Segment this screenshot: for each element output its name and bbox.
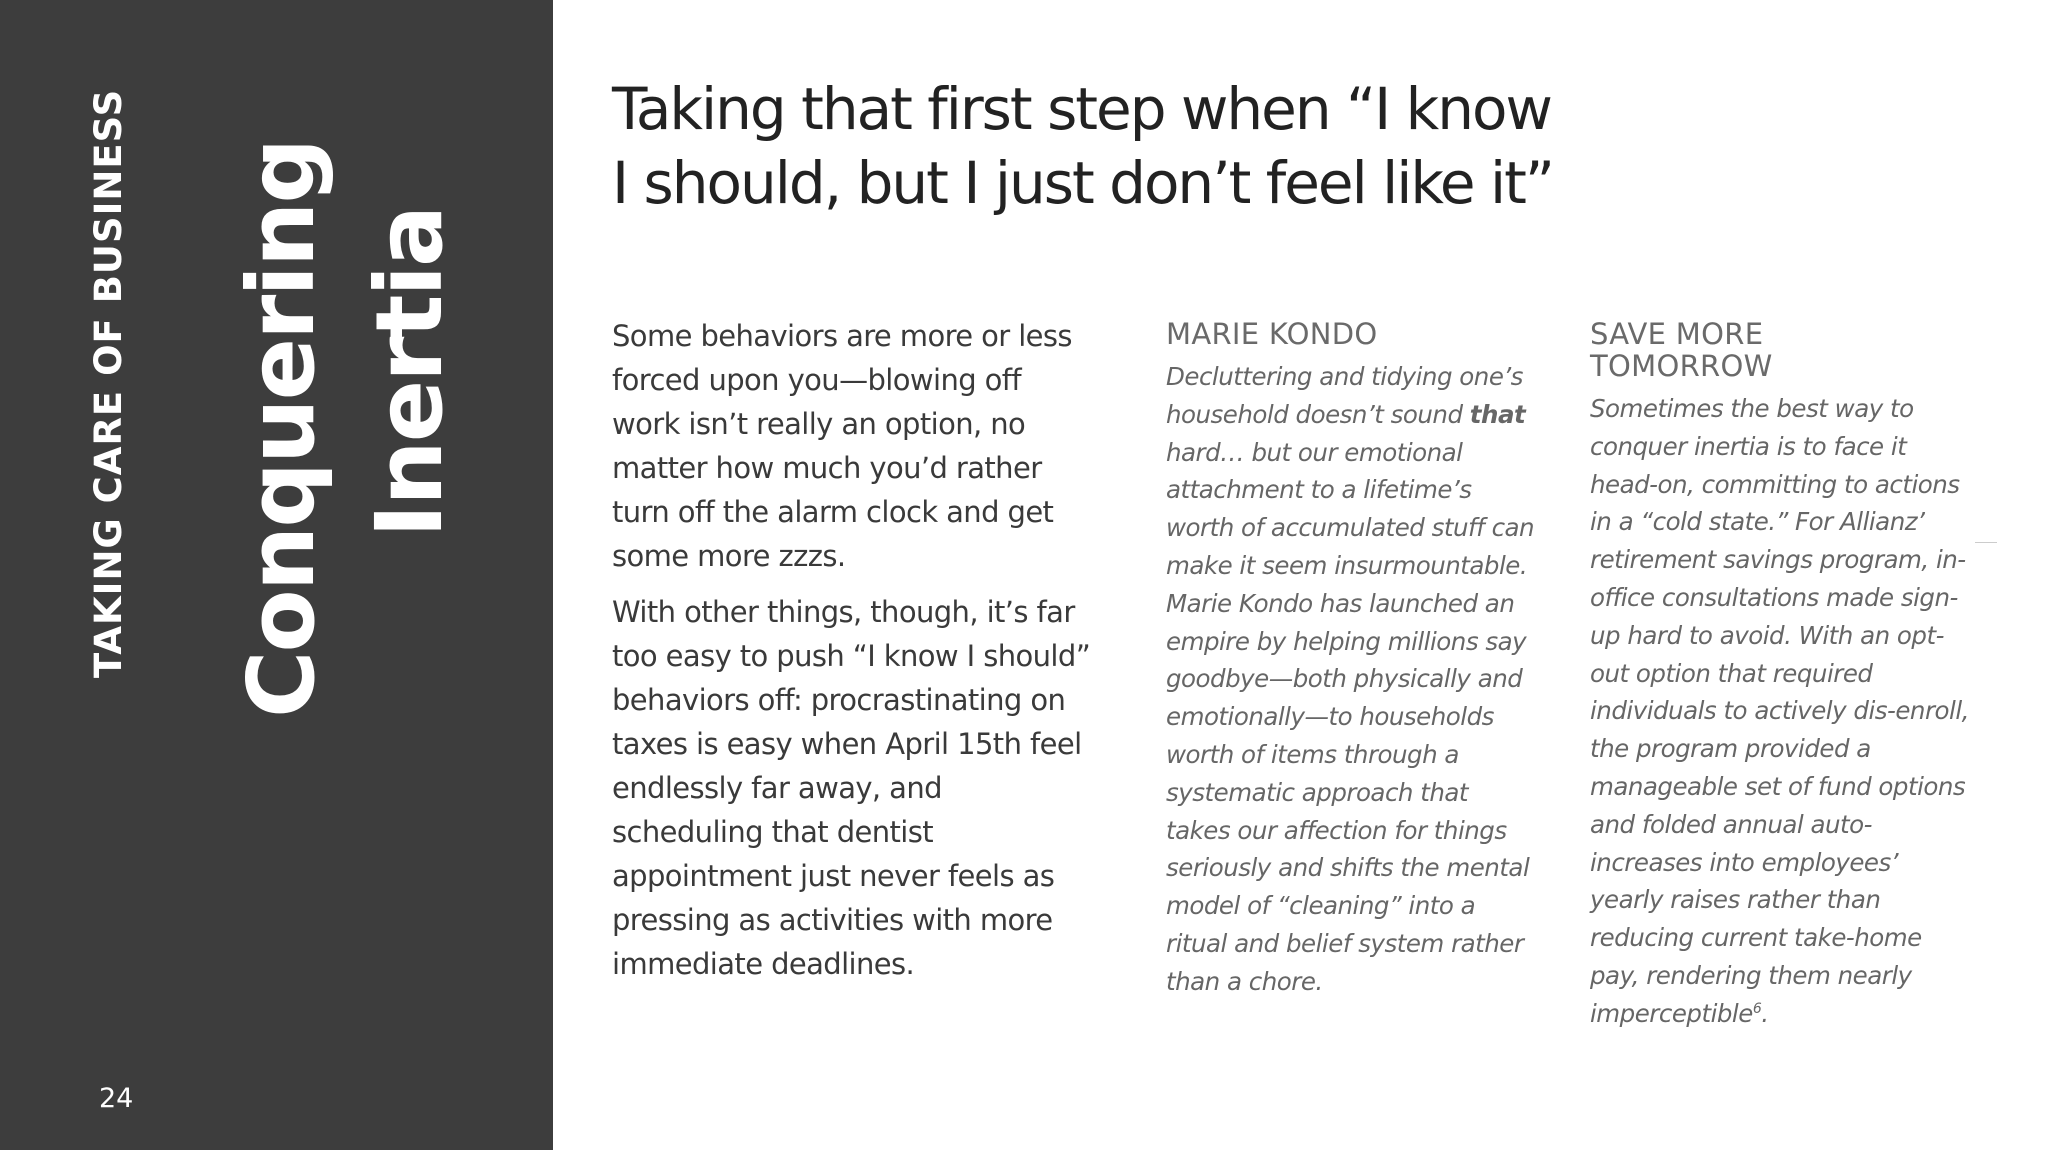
- page-headline: [612, 72, 1712, 220]
- vertical-title-block: [84, 78, 463, 728]
- save-more-tomorrow-body-end: .: [1761, 998, 1769, 1028]
- chapter-title-line-2: Inertia: [356, 206, 463, 538]
- sidebar-panel: [0, 0, 553, 1150]
- marie-kondo-heading: MARIE KONDO: [1166, 317, 1378, 351]
- marie-kondo-body-emphasis: that: [1469, 399, 1526, 429]
- save-more-tomorrow-heading: [1590, 318, 1970, 382]
- save-more-tomorrow-column: [1590, 318, 1970, 1033]
- footnote-marker: 6: [1752, 1000, 1762, 1017]
- section-label: TAKING CARE OF BUSINESS: [87, 88, 130, 678]
- marie-kondo-body: [1166, 358, 1536, 1001]
- chapter-title-line-1: Conquering: [228, 139, 335, 718]
- margin-tick-mark: [1975, 542, 1997, 543]
- marie-kondo-body-part-1: Decluttering and tidying one’s household doesn’t sound: [1166, 362, 1523, 429]
- intro-paragraph-1: Some behaviors are more or less forced upon you—blowing off work isn’t really an option, no matter how much you’d rather turn off the alarm clock and get some more zzzs.: [612, 319, 1072, 573]
- save-more-tomorrow-body-text: Sometimes the best way to conquer inertia is to face it head-on, committing to actions in a “cold state.” For Allianz’ retirement savings program, in-office consultations made sign-up hard to avoid. With an opt-out option that required individuals to actively dis-enroll, the program provided a manageable set of fund options and folded annual auto-increases into employees’ yearly raises rather than reducing current take-home pay, rendering them nearly imperceptible: [1590, 394, 1969, 1028]
- save-more-tomorrow-body: [1590, 390, 1970, 1033]
- headline-line-2: I should, but I just don’t feel like it”: [612, 149, 1553, 217]
- headline-line-1: Taking that first step when “I know: [612, 75, 1551, 143]
- intro-paragraph-2: With other things, though, it’s far too easy to push “I know I should” behaviors off: procrastinating on taxes is easy when April 15th feel endlessly far away, and scheduling that dentist appointment just never feels as pressing as activities with more immediate deadlines.: [612, 595, 1091, 981]
- intro-column: [612, 314, 1092, 998]
- page-number: 24: [99, 1083, 134, 1114]
- save-more-tomorrow-heading-line-2: TOMORROW: [1590, 349, 1773, 383]
- marie-kondo-body-part-2: hard… but our emotional attachment to a lifetime’s worth of accumulated stuff can make it seem insurmountable. Marie Kondo has launched an empire by helping millions say goodbye—both physically and emotionally—to households worth of items through a systematic approach that takes our affection for things seriously and shifts the mental model of “cleaning” into a ritual and belief system rather than a chore.: [1166, 437, 1535, 996]
- marie-kondo-column: [1166, 318, 1536, 1001]
- save-more-tomorrow-heading-line-1: SAVE MORE: [1590, 317, 1764, 351]
